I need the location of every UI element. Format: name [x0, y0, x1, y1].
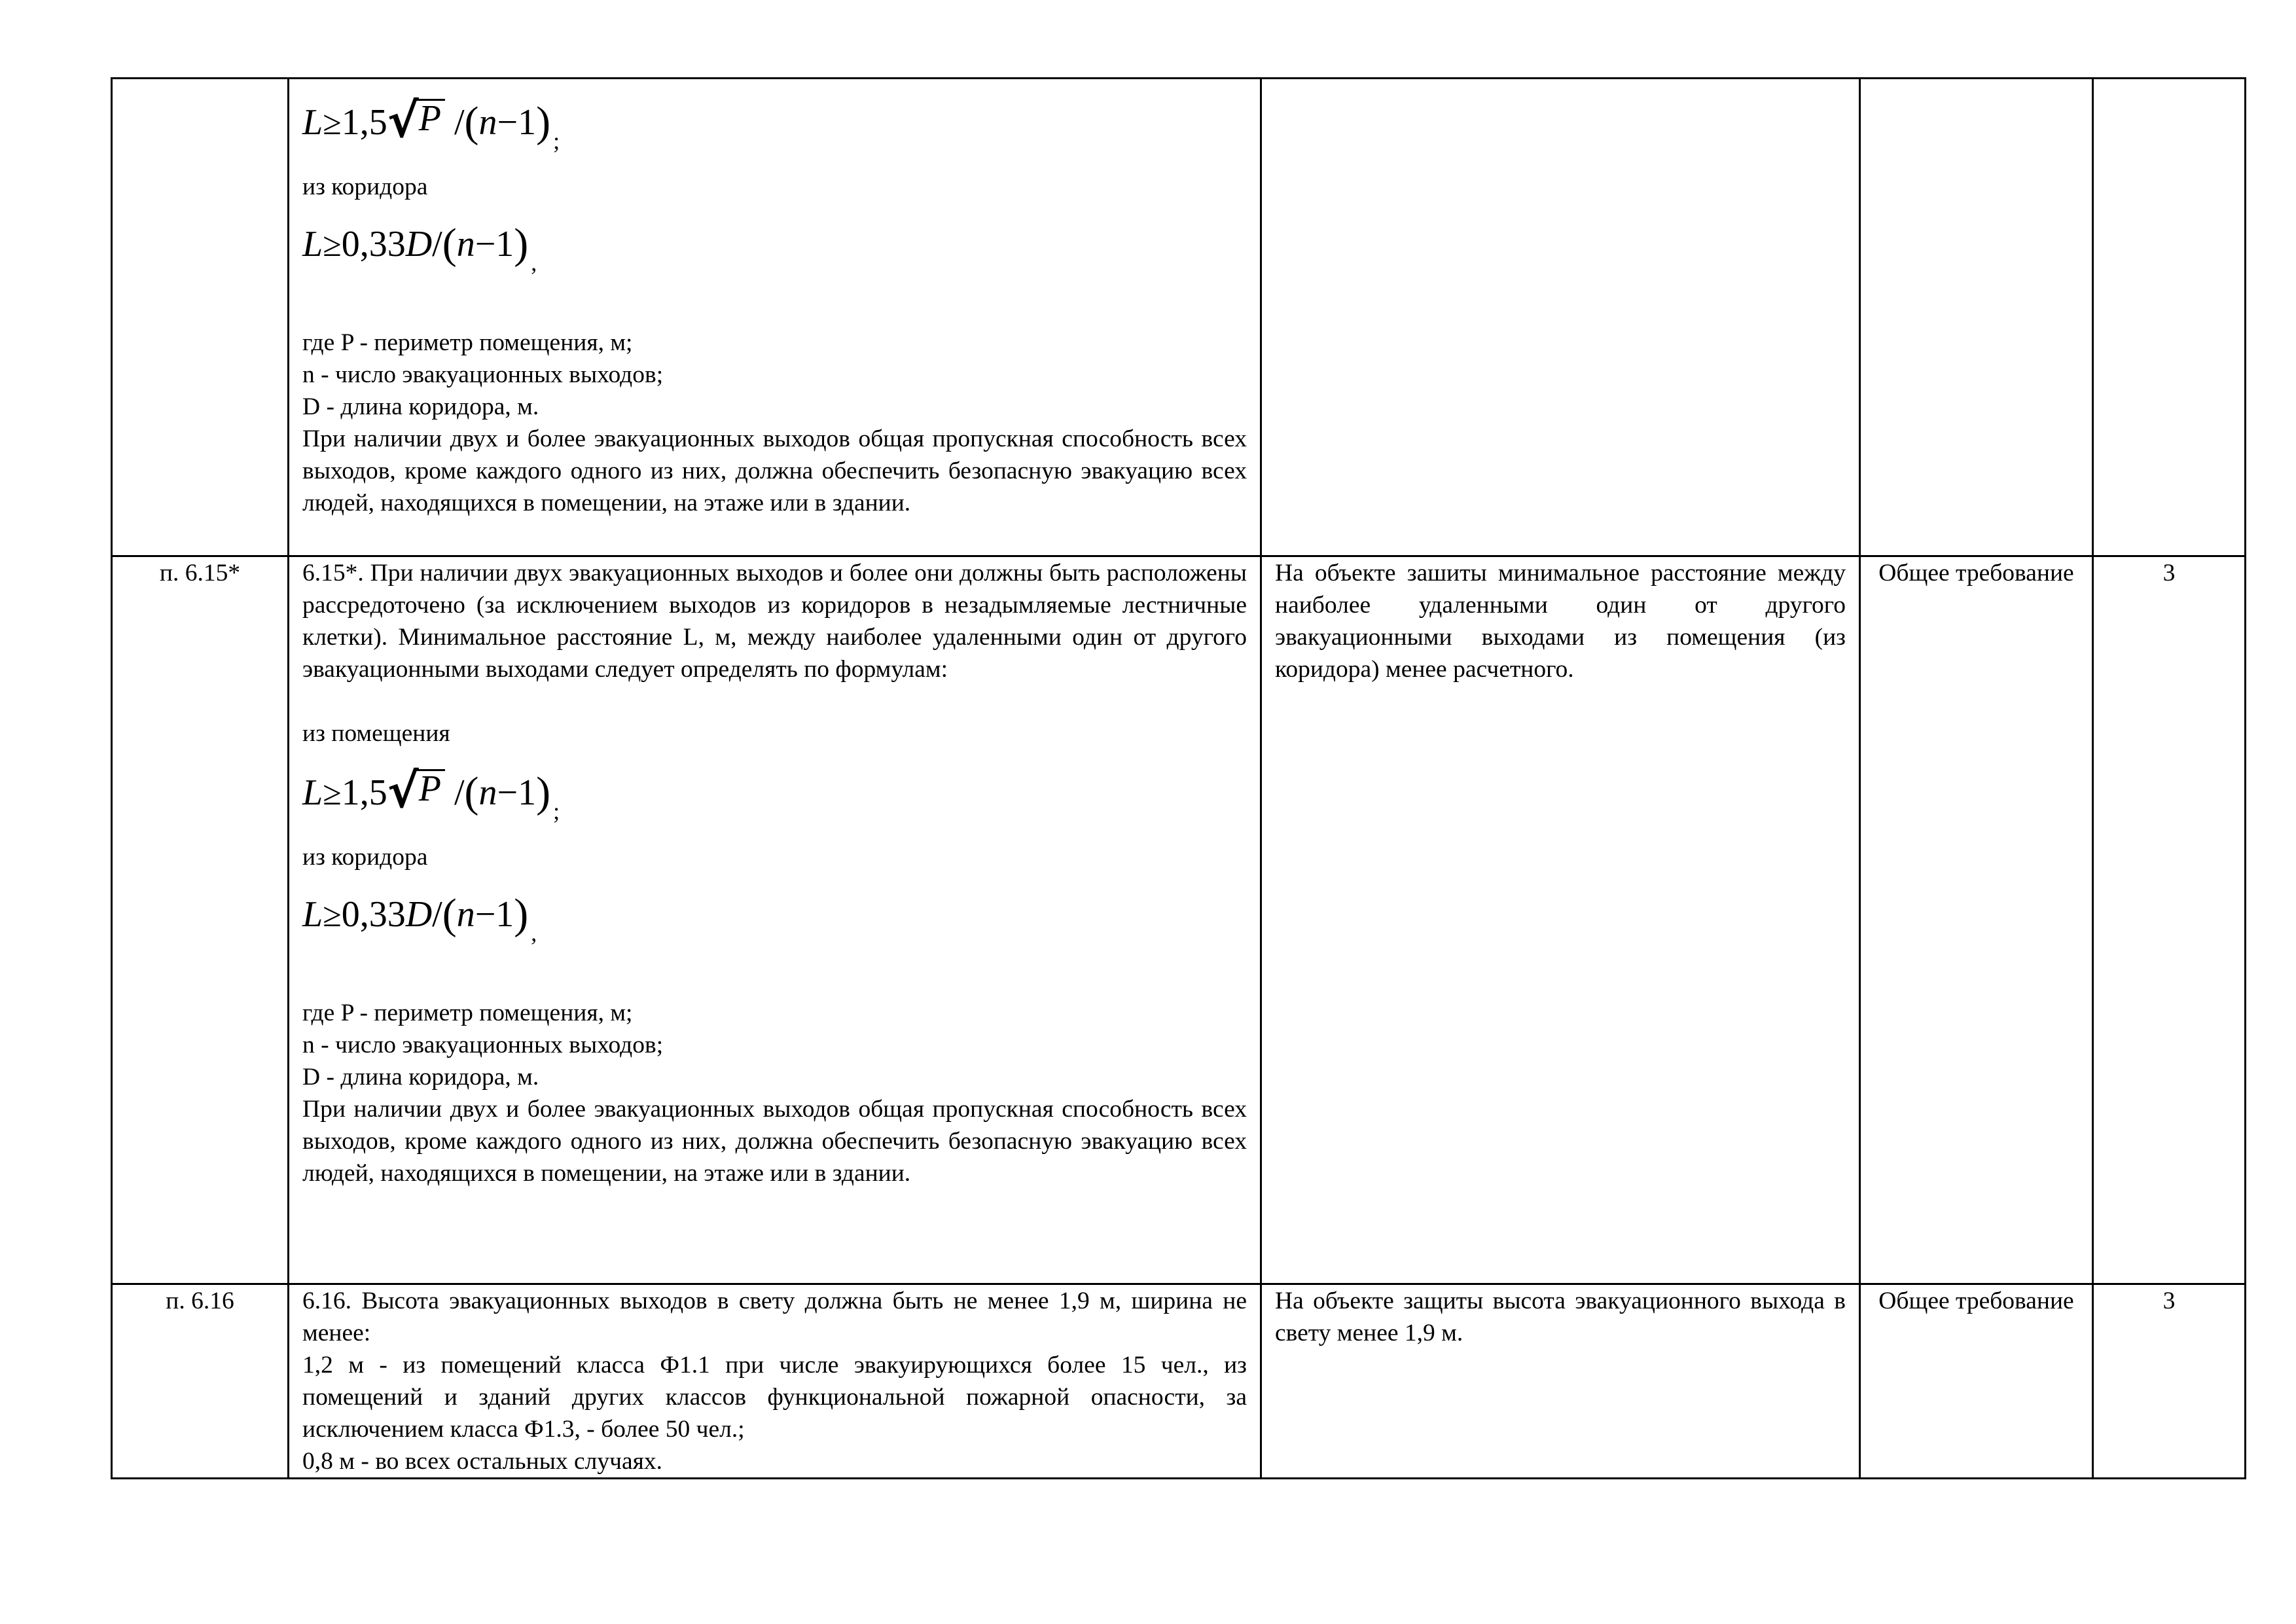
formula-corridor: L≥0,33D/(n−1) $_,$	[302, 890, 537, 946]
legend-p: где P - периметр помещения, м;	[302, 329, 633, 356]
number-cell: 3	[2093, 1284, 2246, 1479]
legend-d: D - длина коридора, м.	[302, 393, 539, 420]
capacity-paragraph: При наличии двух и более эвакуационных выходов общая пропускная способность всех выходов, кроме каждого одного из них, должна обеспечить безопасную эвакуацию всех людей, находящихся в помещении, на этаже или в здании.	[302, 1096, 1247, 1187]
width-line-1: 1,2 м - из помещений класса Ф1.1 при числе эвакуирующихся более 15 чел., из помещений и зданий других классов функциональной пожарной опасности, за исключением класса Ф1.3, - более 50 чел.;	[302, 1352, 1247, 1443]
violation-cell	[1261, 79, 1860, 556]
clause-intro: 6.16. Высота эвакуационных выходов в свету должна быть не менее 1,9 м, ширина не менее:	[302, 1288, 1247, 1346]
label-room: из помещения	[302, 720, 450, 747]
label-corridor: из коридора	[302, 844, 428, 871]
number-cell: 3	[2093, 556, 2246, 1284]
legend-n: n - число эвакуационных выходов;	[302, 1032, 664, 1058]
table-row	[112, 556, 2246, 1284]
square-root-icon: √	[387, 93, 415, 148]
requirement-type-cell: Общее требование	[1860, 556, 2093, 1284]
requirement-cell	[289, 1284, 1261, 1479]
formula-corridor: L≥0,33D/(n−1) $_,$	[302, 220, 537, 276]
requirement-cell	[289, 556, 1261, 1284]
clause-intro: 6.15*. При наличии двух эвакуационных выходов и более они должны быть расположены рассредоточено (за исключением выходов из коридоров в незадымляемые лестничные клетки). Минимальное расстояние L, м, между наиболее удаленными один от другого эвакуационными выходами следует определять по формулам:	[302, 560, 1247, 683]
capacity-paragraph: При наличии двух и более эвакуационных выходов общая пропускная способность всех выходов, кроме каждого одного из них, должна обеспечить безопасную эвакуацию всех людей, находящихся в помещении, на этаже или в здании.	[302, 425, 1247, 516]
requirement-type-cell: Общее требование	[1860, 1284, 2093, 1479]
clause-ref-cell: п. 6.16	[112, 1284, 289, 1479]
violation-cell: На объекте защиты высота эвакуационного выхода в свету менее 1,9 м.	[1261, 1284, 1860, 1479]
width-line-2: 0,8 м - во всех остальных случаях.	[302, 1448, 662, 1475]
number-cell	[2093, 79, 2246, 556]
table-row	[112, 79, 2246, 556]
formula-room: L≥1,5√ P /(n−1) $_;$	[302, 763, 560, 824]
requirement-type-cell	[1860, 79, 2093, 556]
requirement-cell	[289, 79, 1261, 556]
legend-d: D - длина коридора, м.	[302, 1064, 539, 1091]
requirements-table	[111, 77, 2246, 1479]
label-corridor: из коридора	[302, 173, 428, 200]
clause-ref-cell	[112, 79, 289, 556]
square-root-icon: √	[387, 763, 415, 818]
formula-room: L≥1,5√ P /(n−1) $_;$	[302, 93, 560, 154]
table-row	[112, 1284, 2246, 1479]
clause-ref-cell: п. 6.15*	[112, 556, 289, 1284]
legend-p: где P - периметр помещения, м;	[302, 1000, 633, 1026]
violation-cell: На объекте зашиты минимальное расстояние между наиболее удаленными один от другого эвакуационными выходами из помещения (из коридора) менее расчетного.	[1261, 556, 1860, 1284]
legend-n: n - число эвакуационных выходов;	[302, 361, 664, 388]
